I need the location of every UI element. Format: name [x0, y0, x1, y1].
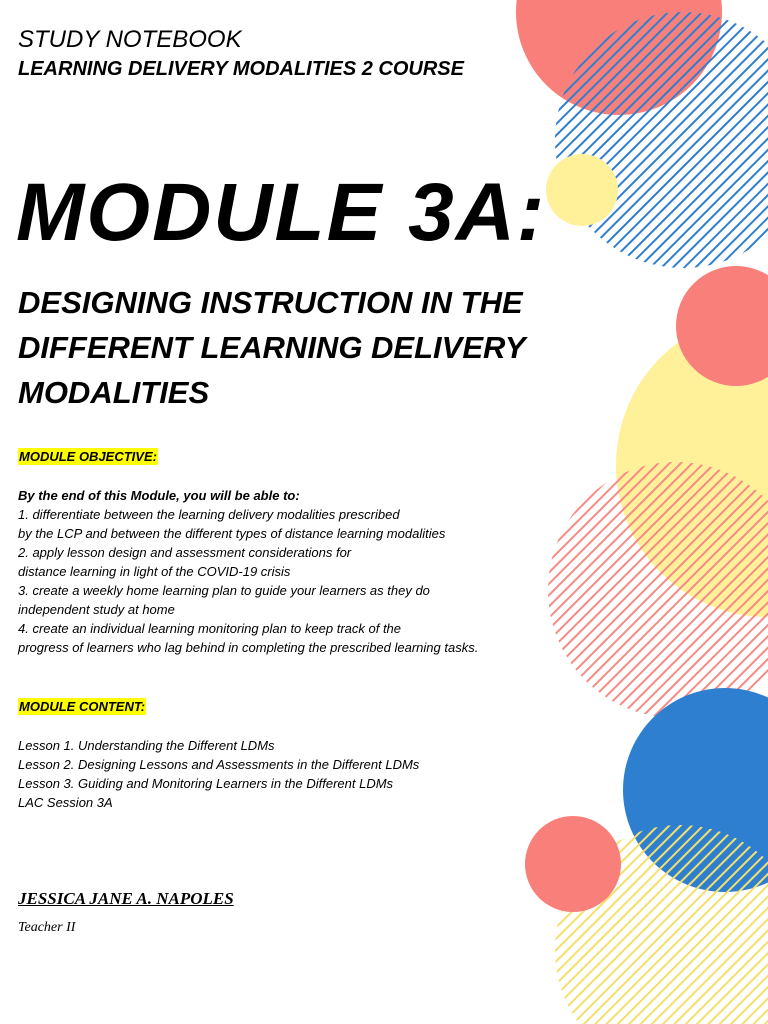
objective-intro: By the end of this Module, you will be able to: [18, 488, 300, 503]
objective-list [18, 486, 578, 657]
subtitle-line: DESIGNING INSTRUCTION IN THE [18, 285, 523, 320]
objective-line: independent study at home [18, 602, 175, 617]
lesson-item: Lesson 1. Understanding the Different LDMs [18, 738, 275, 753]
objective-line: 2. apply lesson design and assessment considerations for [18, 545, 352, 560]
yellow-small-circle [546, 154, 618, 226]
subtitle-line: DIFFERENT LEARNING DELIVERY [18, 330, 526, 365]
module-subtitle [18, 280, 598, 415]
subtitle-line: MODALITIES [18, 375, 210, 410]
objective-line: 1. differentiate between the learning delivery modalities prescribed [18, 507, 400, 522]
objective-line: 3. create a weekly home learning plan to guide your learners as they do [18, 583, 430, 598]
objective-line: by the LCP and between the different types of distance learning modalities [18, 526, 446, 541]
objective-line: progress of learners who lag behind in completing the prescribed learning tasks. [18, 640, 479, 655]
course-title: LEARNING DELIVERY MODALITIES 2 COURSE [18, 58, 464, 80]
module-title: MODULE 3A: [16, 167, 547, 258]
objective-line: distance learning in light of the COVID-19 crisis [18, 564, 291, 579]
coral-hatched-circle [548, 462, 768, 718]
objective-line: 4. create an individual learning monitoring plan to keep track of the [18, 621, 402, 636]
author-role: Teacher II [18, 920, 76, 935]
notebook-label: STUDY NOTEBOOK [18, 26, 242, 53]
coral-circle-bottom [525, 816, 621, 912]
lesson-item: LAC Session 3A [18, 795, 113, 810]
lesson-item: Lesson 2. Designing Lessons and Assessments in the Different LDMs [18, 757, 420, 772]
content-heading: MODULE CONTENT: [19, 699, 146, 714]
lesson-item: Lesson 3. Guiding and Monitoring Learners in the Different LDMs [18, 776, 394, 791]
lesson-list [18, 736, 578, 812]
author-name: JESSICA JANE A. NAPOLES [18, 889, 234, 908]
objective-heading: MODULE OBJECTIVE: [19, 449, 157, 464]
